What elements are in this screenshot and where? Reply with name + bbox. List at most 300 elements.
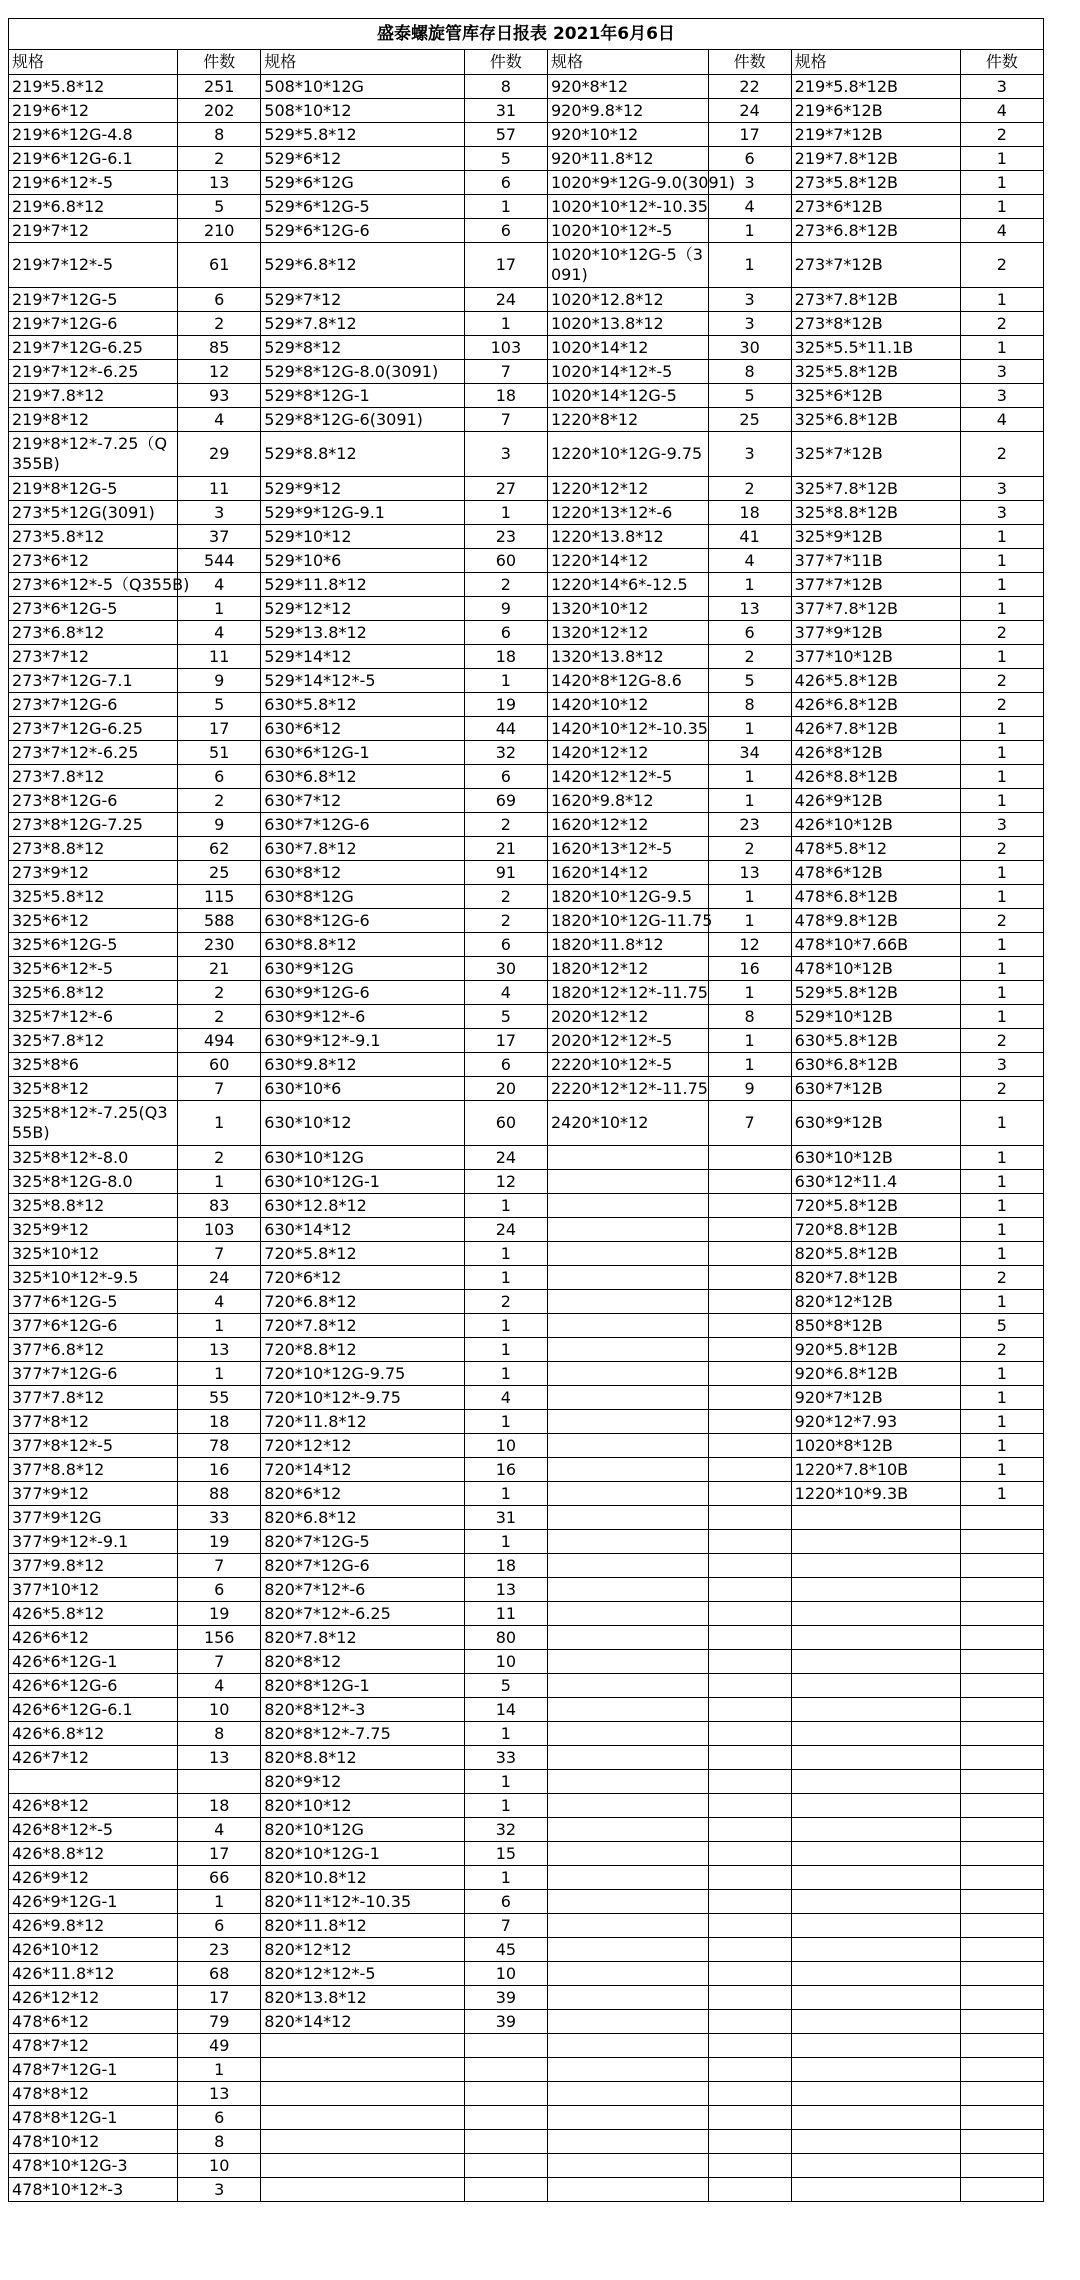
spec-cell: 325*7*12B	[791, 432, 960, 477]
count-cell: 6	[464, 621, 547, 645]
spec-cell: 426*9.8*12	[9, 1914, 178, 1938]
count-cell: 13	[708, 597, 791, 621]
count-cell	[960, 1818, 1043, 1842]
count-cell: 21	[464, 837, 547, 861]
spec-cell	[547, 1626, 708, 1650]
count-cell: 6	[464, 1890, 547, 1914]
spec-cell: 630*8*12G-6	[261, 909, 465, 933]
spec-cell: 273*6*12	[9, 549, 178, 573]
table-row	[9, 2058, 1044, 2082]
count-cell	[960, 1794, 1043, 1818]
spec-cell: 1020*10*12*-5	[547, 219, 708, 243]
table-row	[9, 645, 1044, 669]
spec-cell	[547, 2010, 708, 2034]
spec-cell	[791, 1866, 960, 1890]
spec-cell: 720*10*12*-9.75	[261, 1386, 465, 1410]
count-cell	[960, 1650, 1043, 1674]
count-cell: 32	[464, 1818, 547, 1842]
spec-cell: 325*7.8*12	[9, 1029, 178, 1053]
count-cell: 23	[708, 813, 791, 837]
spec-cell: 630*6.8*12B	[791, 1053, 960, 1077]
count-cell: 55	[178, 1386, 261, 1410]
spec-cell: 426*6*12G-6	[9, 1674, 178, 1698]
spec-cell: 377*7*12B	[791, 573, 960, 597]
spec-cell	[547, 1986, 708, 2010]
title-row	[9, 19, 1044, 50]
count-cell: 24	[464, 1218, 547, 1242]
spec-cell: 529*7*12	[261, 288, 465, 312]
spec-cell: 630*10*12G	[261, 1146, 465, 1170]
count-cell: 4	[178, 408, 261, 432]
count-cell: 1	[708, 885, 791, 909]
spec-cell	[547, 1290, 708, 1314]
count-cell	[960, 1578, 1043, 1602]
spec-cell: 325*8*12	[9, 1077, 178, 1101]
count-cell: 12	[178, 360, 261, 384]
count-cell: 1	[464, 1410, 547, 1434]
count-cell: 24	[178, 1266, 261, 1290]
count-cell	[708, 1482, 791, 1506]
count-cell: 3	[960, 501, 1043, 525]
count-cell	[708, 1362, 791, 1386]
spec-cell	[791, 2178, 960, 2202]
spec-cell: 273*5.8*12B	[791, 171, 960, 195]
spec-cell: 273*7.8*12B	[791, 288, 960, 312]
count-cell	[708, 1890, 791, 1914]
spec-cell: 529*6*12G-5	[261, 195, 465, 219]
spec-cell: 325*5.8*12B	[791, 360, 960, 384]
count-cell: 4	[464, 981, 547, 1005]
count-cell: 2	[708, 645, 791, 669]
spec-cell: 426*11.8*12	[9, 1962, 178, 1986]
spec-cell: 630*9.8*12	[261, 1053, 465, 1077]
count-cell: 7	[178, 1242, 261, 1266]
count-cell	[960, 1674, 1043, 1698]
spec-cell: 630*7*12B	[791, 1077, 960, 1101]
spec-cell: 478*6.8*12B	[791, 885, 960, 909]
count-cell: 2	[960, 312, 1043, 336]
count-cell: 202	[178, 99, 261, 123]
spec-cell: 325*8*12*-7.25(Q355B)	[9, 1101, 178, 1146]
count-cell: 4	[178, 621, 261, 645]
count-cell: 17	[178, 1986, 261, 2010]
table-row	[9, 1746, 1044, 1770]
count-cell	[960, 2058, 1043, 2082]
count-cell: 13	[708, 861, 791, 885]
spec-cell: 219*7*12G-5	[9, 288, 178, 312]
count-cell: 4	[960, 219, 1043, 243]
count-cell	[708, 1170, 791, 1194]
table-row	[9, 1053, 1044, 1077]
spec-cell	[791, 2154, 960, 2178]
count-cell: 1	[960, 171, 1043, 195]
table-row	[9, 195, 1044, 219]
count-cell	[960, 1890, 1043, 1914]
count-cell: 5	[178, 693, 261, 717]
spec-cell: 219*6*12	[9, 99, 178, 123]
count-cell	[708, 2082, 791, 2106]
spec-cell: 820*7*12*-6.25	[261, 1602, 465, 1626]
count-cell	[960, 1746, 1043, 1770]
spec-cell	[791, 1674, 960, 1698]
table-row	[9, 1842, 1044, 1866]
spec-cell: 529*10*12	[261, 525, 465, 549]
spec-cell: 426*8*12B	[791, 741, 960, 765]
count-cell: 2	[708, 477, 791, 501]
spec-cell: 377*9*12*-9.1	[9, 1530, 178, 1554]
count-cell	[960, 1506, 1043, 1530]
count-cell	[960, 1698, 1043, 1722]
spec-cell: 377*8*12	[9, 1410, 178, 1434]
count-cell: 21	[178, 957, 261, 981]
spec-cell: 273*7*12B	[791, 243, 960, 288]
count-cell: 1	[464, 1338, 547, 1362]
spec-cell: 2220*12*12*-11.75	[547, 1077, 708, 1101]
count-cell: 6	[178, 288, 261, 312]
spec-cell: 325*7*12*-6	[9, 1005, 178, 1029]
spec-cell: 426*6.8*12	[9, 1722, 178, 1746]
count-cell: 1	[464, 1194, 547, 1218]
count-cell: 68	[178, 1962, 261, 1986]
count-cell: 1	[464, 1242, 547, 1266]
table-row	[9, 1818, 1044, 1842]
spec-cell: 325*10*12	[9, 1242, 178, 1266]
spec-cell: 630*6*12G-1	[261, 741, 465, 765]
count-cell: 17	[464, 243, 547, 288]
spec-cell	[547, 1746, 708, 1770]
count-cell: 1	[960, 1146, 1043, 1170]
count-cell	[960, 2010, 1043, 2034]
spec-cell: 478*7*12G-1	[9, 2058, 178, 2082]
spec-cell: 1320*13.8*12	[547, 645, 708, 669]
count-cell: 1	[464, 669, 547, 693]
count-cell: 2	[464, 573, 547, 597]
table-row	[9, 1530, 1044, 1554]
count-cell: 10	[464, 1434, 547, 1458]
count-cell: 251	[178, 75, 261, 99]
count-cell: 1	[708, 573, 791, 597]
spec-cell: 1320*10*12	[547, 597, 708, 621]
count-cell: 3	[960, 477, 1043, 501]
count-cell: 2	[178, 789, 261, 813]
spec-cell: 820*12*12*-5	[261, 1962, 465, 1986]
spec-cell: 1020*10*12*-10.35	[547, 195, 708, 219]
spec-cell	[547, 1410, 708, 1434]
spec-cell: 720*8.8*12B	[791, 1218, 960, 1242]
spec-cell: 820*8*12	[261, 1650, 465, 1674]
count-cell: 78	[178, 1434, 261, 1458]
count-cell: 1	[178, 1170, 261, 1194]
count-cell: 3	[960, 813, 1043, 837]
spec-cell: 377*9.8*12	[9, 1554, 178, 1578]
spec-cell: 529*8*12G-8.0(3091)	[261, 360, 465, 384]
spec-cell: 820*10*12G	[261, 1818, 465, 1842]
count-cell: 4	[464, 1386, 547, 1410]
spec-cell	[547, 1434, 708, 1458]
spec-cell: 377*9*12B	[791, 621, 960, 645]
header-count: 件数	[960, 50, 1043, 75]
spec-cell	[547, 2178, 708, 2202]
spec-cell: 377*7.8*12B	[791, 597, 960, 621]
count-cell: 80	[464, 1626, 547, 1650]
count-cell: 5	[464, 1674, 547, 1698]
table-row	[9, 408, 1044, 432]
count-cell: 2	[178, 981, 261, 1005]
count-cell: 11	[178, 645, 261, 669]
spec-cell	[791, 2034, 960, 2058]
table-row	[9, 909, 1044, 933]
spec-cell: 325*6*12G-5	[9, 933, 178, 957]
spec-cell	[547, 1890, 708, 1914]
spec-cell	[791, 1770, 960, 1794]
spec-cell: 630*5.8*12	[261, 693, 465, 717]
count-cell: 1	[960, 957, 1043, 981]
count-cell: 2	[178, 1146, 261, 1170]
header-spec: 规格	[261, 50, 465, 75]
count-cell: 31	[464, 1506, 547, 1530]
count-cell	[708, 1218, 791, 1242]
spec-cell	[547, 1458, 708, 1482]
table-row	[9, 693, 1044, 717]
spec-cell: 630*7*12	[261, 789, 465, 813]
count-cell: 2	[960, 1029, 1043, 1053]
spec-cell	[261, 2106, 465, 2130]
count-cell: 3	[708, 288, 791, 312]
count-cell	[708, 1722, 791, 1746]
spec-cell: 820*5.8*12B	[791, 1242, 960, 1266]
spec-cell	[547, 1842, 708, 1866]
spec-cell: 1220*13*12*-6	[547, 501, 708, 525]
count-cell	[960, 1866, 1043, 1890]
spec-cell: 720*5.8*12B	[791, 1194, 960, 1218]
table-row	[9, 1386, 1044, 1410]
count-cell: 62	[178, 837, 261, 861]
count-cell: 1	[464, 1794, 547, 1818]
table-row	[9, 1890, 1044, 1914]
table-row	[9, 1242, 1044, 1266]
count-cell: 13	[178, 1338, 261, 1362]
report-title: 盛泰螺旋管库存日报表 2021年6月6日	[9, 19, 1044, 50]
spec-cell: 219*8*12	[9, 408, 178, 432]
table-row	[9, 99, 1044, 123]
count-cell: 7	[178, 1554, 261, 1578]
spec-cell: 325*8*6	[9, 1053, 178, 1077]
count-cell: 24	[464, 1146, 547, 1170]
spec-cell: 219*5.8*12B	[791, 75, 960, 99]
count-cell	[960, 2154, 1043, 2178]
table-row	[9, 288, 1044, 312]
spec-cell: 478*6*12B	[791, 861, 960, 885]
count-cell: 39	[464, 2010, 547, 2034]
count-cell	[960, 1530, 1043, 1554]
count-cell	[708, 1650, 791, 1674]
count-cell	[708, 1410, 791, 1434]
count-cell: 19	[464, 693, 547, 717]
table-row	[9, 885, 1044, 909]
count-cell: 2	[464, 909, 547, 933]
count-cell: 1	[960, 1290, 1043, 1314]
count-cell	[708, 1602, 791, 1626]
count-cell: 1	[464, 1770, 547, 1794]
spec-cell: 820*7*12*-6	[261, 1578, 465, 1602]
table-row	[9, 1434, 1044, 1458]
spec-cell: 219*7*12	[9, 219, 178, 243]
spec-cell: 478*5.8*12	[791, 837, 960, 861]
table-row	[9, 2106, 1044, 2130]
count-cell	[464, 2154, 547, 2178]
count-cell	[178, 1770, 261, 1794]
spec-cell	[547, 1482, 708, 1506]
spec-cell: 630*10*6	[261, 1077, 465, 1101]
spec-cell: 820*8*12*-3	[261, 1698, 465, 1722]
spec-cell: 273*7*12*-6.25	[9, 741, 178, 765]
count-cell	[464, 2034, 547, 2058]
spec-cell: 273*7*12G-6.25	[9, 717, 178, 741]
count-cell: 3	[178, 2178, 261, 2202]
count-cell: 66	[178, 1866, 261, 1890]
count-cell: 2	[960, 909, 1043, 933]
count-cell	[464, 2106, 547, 2130]
spec-cell: 630*8.8*12	[261, 933, 465, 957]
count-cell: 18	[178, 1410, 261, 1434]
count-cell: 1	[464, 1530, 547, 1554]
count-cell	[708, 1914, 791, 1938]
spec-cell: 630*7*12G-6	[261, 813, 465, 837]
table-row	[9, 360, 1044, 384]
count-cell: 1	[464, 1482, 547, 1506]
table-row	[9, 1626, 1044, 1650]
table-row	[9, 1170, 1044, 1194]
count-cell: 88	[178, 1482, 261, 1506]
spec-cell	[791, 2130, 960, 2154]
count-cell: 10	[464, 1650, 547, 1674]
table-row	[9, 981, 1044, 1005]
count-cell	[960, 2130, 1043, 2154]
count-cell: 17	[178, 1842, 261, 1866]
count-cell: 6	[464, 219, 547, 243]
count-cell: 23	[464, 525, 547, 549]
count-cell	[708, 1290, 791, 1314]
spec-cell	[547, 2082, 708, 2106]
count-cell: 6	[464, 1053, 547, 1077]
spec-cell: 377*8*12*-5	[9, 1434, 178, 1458]
count-cell: 7	[464, 1914, 547, 1938]
spec-cell: 1220*10*9.3B	[791, 1482, 960, 1506]
spec-cell: 426*6*12	[9, 1626, 178, 1650]
spec-cell: 820*6*12	[261, 1482, 465, 1506]
count-cell: 3	[960, 75, 1043, 99]
count-cell: 1	[960, 336, 1043, 360]
count-cell: 79	[178, 2010, 261, 2034]
header-row	[9, 50, 1044, 75]
count-cell	[960, 1962, 1043, 1986]
spec-cell	[547, 1218, 708, 1242]
spec-cell: 529*5.8*12B	[791, 981, 960, 1005]
count-cell: 1	[960, 789, 1043, 813]
count-cell: 19	[178, 1530, 261, 1554]
count-cell	[708, 2058, 791, 2082]
spec-cell: 325*6.8*12B	[791, 408, 960, 432]
spec-cell: 850*8*12B	[791, 1314, 960, 1338]
spec-cell	[791, 1626, 960, 1650]
spec-cell: 630*10*12G-1	[261, 1170, 465, 1194]
spec-cell	[791, 2010, 960, 2034]
spec-cell: 820*8*12G-1	[261, 1674, 465, 1698]
spec-cell	[791, 1842, 960, 1866]
count-cell: 11	[178, 477, 261, 501]
spec-cell: 529*11.8*12	[261, 573, 465, 597]
table-row	[9, 1578, 1044, 1602]
count-cell: 9	[464, 597, 547, 621]
spec-cell: 1320*12*12	[547, 621, 708, 645]
count-cell	[708, 1194, 791, 1218]
count-cell: 1	[960, 1005, 1043, 1029]
spec-cell: 377*6*12G-6	[9, 1314, 178, 1338]
count-cell: 93	[178, 384, 261, 408]
count-cell: 8	[708, 1005, 791, 1029]
count-cell: 2	[960, 621, 1043, 645]
spec-cell	[261, 2178, 465, 2202]
count-cell: 6	[178, 765, 261, 789]
count-cell: 115	[178, 885, 261, 909]
spec-cell: 720*8.8*12	[261, 1338, 465, 1362]
count-cell: 1	[464, 1266, 547, 1290]
table-row	[9, 2130, 1044, 2154]
count-cell: 4	[178, 1674, 261, 1698]
count-cell: 2	[960, 1338, 1043, 1362]
spec-cell: 426*7.8*12B	[791, 717, 960, 741]
spec-cell: 1420*10*12	[547, 693, 708, 717]
count-cell: 1	[960, 1458, 1043, 1482]
table-row	[9, 1290, 1044, 1314]
table-row	[9, 717, 1044, 741]
table-row	[9, 765, 1044, 789]
spec-cell	[547, 1674, 708, 1698]
spec-cell: 273*8*12G-6	[9, 789, 178, 813]
count-cell: 83	[178, 1194, 261, 1218]
count-cell	[960, 1626, 1043, 1650]
count-cell: 6	[708, 621, 791, 645]
count-cell: 34	[708, 741, 791, 765]
count-cell: 6	[178, 1578, 261, 1602]
count-cell	[708, 1866, 791, 1890]
spec-cell: 1620*9.8*12	[547, 789, 708, 813]
table-row	[9, 549, 1044, 573]
count-cell: 13	[464, 1578, 547, 1602]
spec-cell	[791, 1818, 960, 1842]
count-cell: 7	[464, 408, 547, 432]
spec-cell: 1620*14*12	[547, 861, 708, 885]
count-cell: 1	[708, 1053, 791, 1077]
spec-cell	[547, 1866, 708, 1890]
count-cell: 1	[960, 195, 1043, 219]
count-cell: 1	[960, 1194, 1043, 1218]
count-cell: 3	[708, 432, 791, 477]
count-cell: 18	[464, 645, 547, 669]
spec-cell: 529*9*12G-9.1	[261, 501, 465, 525]
table-row	[9, 573, 1044, 597]
count-cell	[708, 1938, 791, 1962]
spec-cell: 478*10*12G-3	[9, 2154, 178, 2178]
count-cell: 49	[178, 2034, 261, 2058]
spec-cell: 1020*14*12G-5	[547, 384, 708, 408]
spec-cell: 820*7*12G-5	[261, 1530, 465, 1554]
spec-cell: 529*7.8*12	[261, 312, 465, 336]
count-cell: 29	[178, 432, 261, 477]
spec-cell: 426*10*12B	[791, 813, 960, 837]
spec-cell: 219*7*12G-6	[9, 312, 178, 336]
spec-cell	[791, 1890, 960, 1914]
